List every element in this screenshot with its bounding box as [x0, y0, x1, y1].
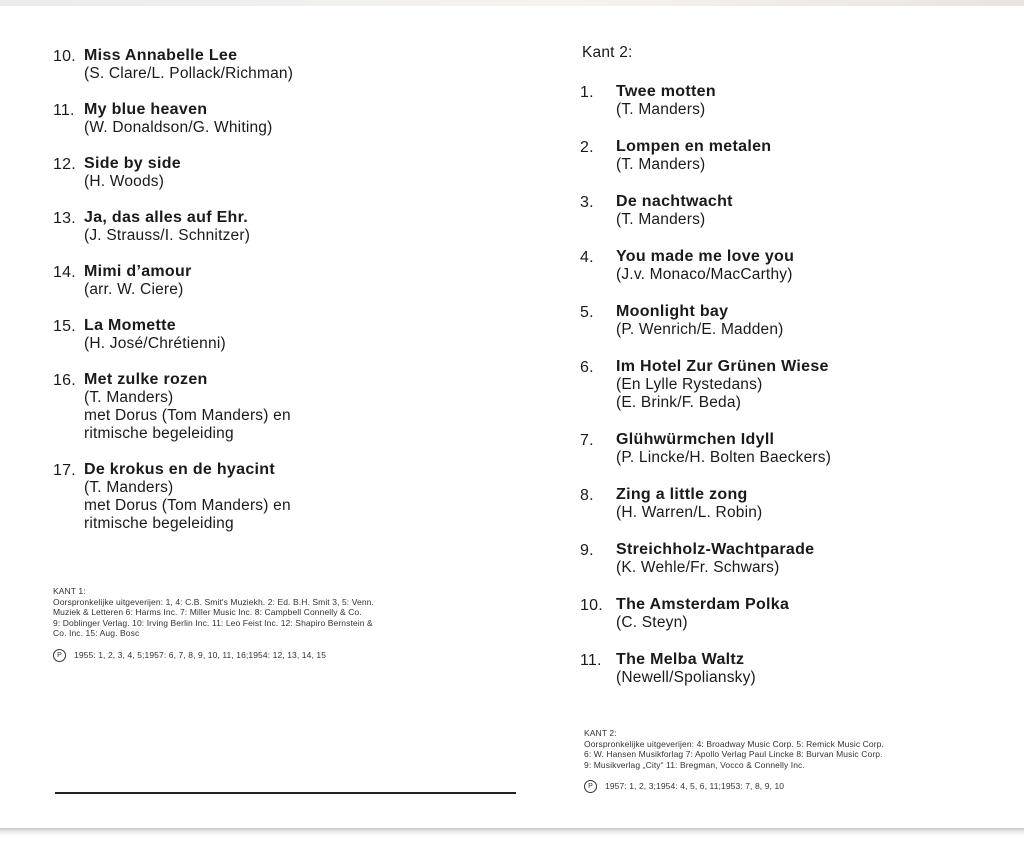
- track-item: [580, 650, 1010, 687]
- side-2-track-list: [580, 44, 1010, 705]
- track-credit: (T. Manders): [616, 101, 706, 118]
- side-1-credits: [53, 586, 503, 662]
- track-item: [53, 316, 523, 353]
- divider-rule: [55, 792, 516, 794]
- track-item: [580, 82, 1010, 119]
- credits-line: 6: W. Hansen Musikforlag 7: Apollo Verlag Paul Lincke 8: Burvan Music Corp.: [584, 749, 883, 759]
- credits-heading: KANT 2:: [584, 728, 617, 738]
- track-credit: (T. Manders): [84, 389, 174, 406]
- track-number: 4.: [580, 249, 594, 266]
- track-title: De krokus en de hyacint: [84, 461, 275, 478]
- track-number: 3.: [580, 194, 594, 211]
- credits-line: 9: Doblinger Verlag. 10: Irving Berlin Inc. 11: Leo Feist Inc. 12: Shapiro Bernstein &: [53, 617, 373, 628]
- track-title: My blue heaven: [84, 101, 208, 118]
- track-item: [580, 192, 1010, 229]
- track-credit: (En Lylle Rystedans): [616, 376, 763, 393]
- track-item: [53, 100, 523, 137]
- credits-heading: KANT 1:: [53, 586, 86, 596]
- track-credit: (T. Manders): [616, 156, 706, 173]
- track-title: Mimi d’amour: [84, 263, 192, 280]
- track-credit: (J.v. Monaco/MacCarthy): [616, 266, 793, 283]
- phonogram-years: 1957: 1, 2, 3;1954: 4, 5, 6, 11;1953: 7, 8, 9, 10: [605, 780, 785, 791]
- track-number: 10.: [580, 597, 603, 614]
- phonogram-years: 1955: 1, 2, 3, 4, 5;1957: 6, 7, 8, 9, 10, 11, 16;1954: 12, 13, 14, 15: [74, 649, 327, 660]
- track-credit: (arr. W. Ciere): [84, 281, 184, 298]
- track-item: [580, 247, 1010, 284]
- credits-line: Muziek & Letteren 6: Harms Inc. 7: Miller Music Inc. 8: Campbell Connelly & Co.: [53, 607, 362, 617]
- track-title: Miss Annabelle Lee: [84, 47, 238, 64]
- side-2-tracks: [580, 82, 1010, 687]
- scan-edge-top: [0, 0, 1024, 6]
- phonogram-line: [584, 780, 1004, 793]
- track-title: La Momette: [84, 317, 176, 334]
- track-credit: (P. Lincke/H. Bolten Baeckers): [616, 449, 832, 466]
- track-number: 2.: [580, 139, 594, 156]
- track-item: [580, 430, 1010, 467]
- track-title: Ja, das alles auf Ehr.: [84, 209, 249, 226]
- track-credit: (E. Brink/F. Beda): [616, 394, 742, 411]
- track-credit: (P. Wenrich/E. Madden): [616, 321, 784, 338]
- track-item: [53, 46, 523, 83]
- track-item: [580, 485, 1010, 522]
- track-credit: ritmische begeleiding: [84, 515, 234, 532]
- track-title: Met zulke rozen: [84, 371, 208, 388]
- track-title: De nachtwacht: [616, 193, 733, 210]
- track-title: Zing a little zong: [616, 486, 748, 503]
- track-credit: (W. Donaldson/G. Whiting): [84, 119, 273, 136]
- track-title: Lompen en metalen: [616, 138, 772, 155]
- track-number: 16.: [53, 372, 76, 389]
- track-number: 12.: [53, 156, 76, 173]
- track-credit: (K. Wehle/Fr. Schwars): [616, 559, 780, 576]
- track-item: [580, 137, 1010, 174]
- track-credit: (Newell/Spoliansky): [616, 669, 756, 686]
- side-2-credits: [584, 728, 1004, 793]
- track-title: Side by side: [84, 155, 181, 172]
- track-credit: (H. Woods): [84, 173, 165, 190]
- track-item: [580, 302, 1010, 339]
- track-number: 13.: [53, 210, 76, 227]
- phonogram-line: [53, 649, 503, 662]
- credits-line: Oorspronkelijke uitgeverijen: 1, 4: C.B. Smit's Muziekh. 2: Ed. B.H. Smit 3, 5: Venn.: [53, 596, 374, 607]
- scan-edge-bottom: [0, 828, 1024, 843]
- track-credit: (H. Warren/L. Robin): [616, 504, 763, 521]
- side-1-track-list: [53, 46, 523, 550]
- track-credit: (C. Steyn): [616, 614, 688, 631]
- track-item: [53, 262, 523, 299]
- track-number: 7.: [580, 432, 594, 449]
- track-credit: (H. José/Chrétienni): [84, 335, 226, 352]
- track-credit: (S. Clare/L. Pollack/Richman): [84, 65, 294, 82]
- track-number: 14.: [53, 264, 76, 281]
- track-number: 17.: [53, 462, 76, 479]
- track-number: 11.: [580, 652, 602, 669]
- track-item: [53, 154, 523, 191]
- track-number: 6.: [580, 359, 594, 376]
- track-credit: ritmische begeleiding: [84, 425, 234, 442]
- track-item: [580, 357, 1010, 412]
- track-credit: met Dorus (Tom Manders) en: [84, 497, 291, 514]
- track-title: Moonlight bay: [616, 303, 729, 320]
- track-number: 8.: [580, 487, 594, 504]
- track-number: 1.: [580, 84, 594, 101]
- track-title: Twee motten: [616, 83, 716, 100]
- credits-line: Co. Inc. 15: Aug. Bosc: [53, 628, 140, 638]
- track-item: [580, 595, 1010, 632]
- track-item: [53, 208, 523, 245]
- track-title: Streichholz-Wachtparade: [616, 541, 815, 558]
- track-item: [53, 460, 523, 533]
- track-credit: (T. Manders): [84, 479, 174, 496]
- side-2-heading: Kant 2:: [582, 44, 633, 61]
- track-title: The Amsterdam Polka: [616, 596, 790, 613]
- track-credit: (T. Manders): [616, 211, 706, 228]
- track-number: 5.: [580, 304, 594, 321]
- credits-line: Oorspronkelijke uitgeverijen: 4: Broadway Music Corp. 5: Remick Music Corp.: [584, 738, 884, 749]
- track-credit: (J. Strauss/I. Schnitzer): [84, 227, 251, 244]
- track-title: Glühwürmchen Idyll: [616, 431, 775, 448]
- track-number: 11.: [53, 102, 75, 119]
- track-number: 15.: [53, 318, 76, 335]
- track-credit: met Dorus (Tom Manders) en: [84, 407, 291, 424]
- track-item: [580, 540, 1010, 577]
- track-item: [53, 370, 523, 443]
- track-title: You made me love you: [616, 248, 795, 265]
- track-number: 9.: [580, 542, 594, 559]
- track-title: The Melba Waltz: [616, 651, 745, 668]
- track-title: Im Hotel Zur Grünen Wiese: [616, 358, 829, 375]
- phonogram-icon: P: [584, 780, 597, 793]
- credits-line: 9: Musikverlag „City“ 11: Bregman, Vocco & Connelly Inc.: [584, 759, 805, 770]
- track-number: 10.: [53, 48, 76, 65]
- phonogram-icon: P: [53, 649, 66, 662]
